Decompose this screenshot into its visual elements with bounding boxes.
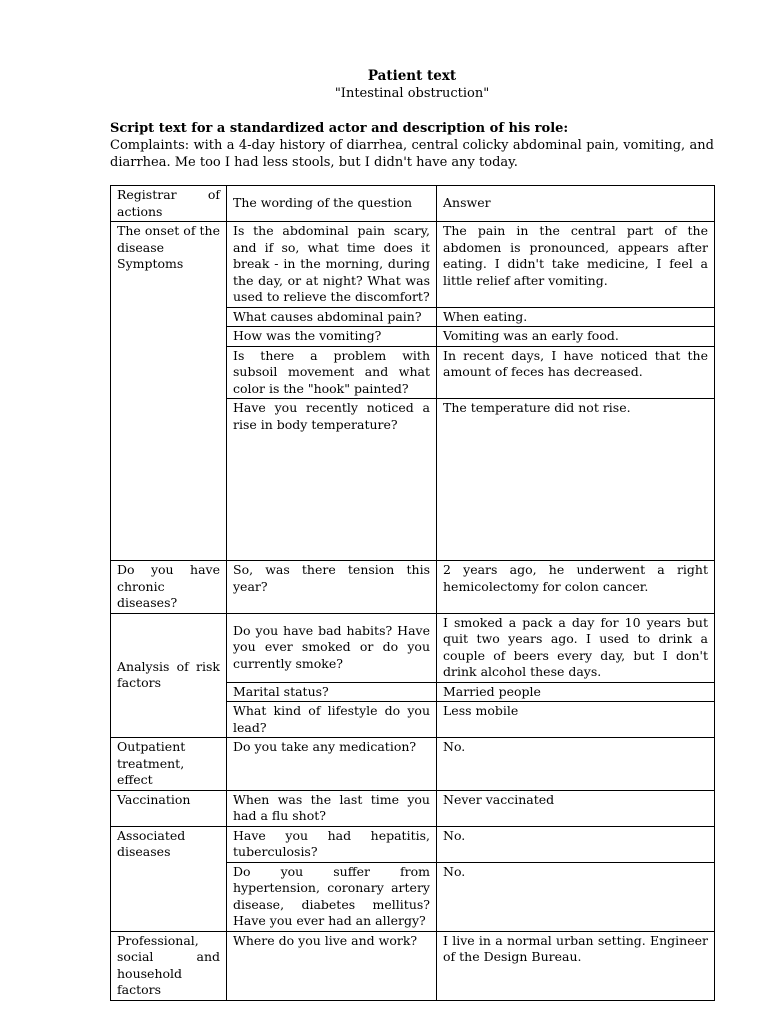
question-cell: Have you had hepatitis, tuberculosis?: [227, 826, 437, 862]
question-cell: So, was there tension this year?: [227, 561, 437, 614]
header-question: The wording of the question: [227, 186, 437, 222]
answer-cell: In recent days, I have noticed that the amount of feces has decreased.: [437, 346, 715, 399]
question-cell: Have you recently noticed a rise in body temperature?: [227, 399, 437, 561]
table-row: [111, 613, 715, 682]
question-cell: Do you suffer from hypertension, coronary artery disease, diabetes mellitus? Have you ever had an allergy?: [227, 862, 437, 931]
answer-cell: Less mobile: [437, 702, 715, 738]
answer-cell: No.: [437, 826, 715, 862]
header-registrar: Registrar of actions: [111, 186, 227, 222]
header-answer: Answer: [437, 186, 715, 222]
question-cell: Is the abdominal pain scary, and if so, what time does it break - in the morning, during the day, or at night? What was used to relieve the discomfort?: [227, 222, 437, 308]
table-row: [111, 790, 715, 826]
question-cell: Where do you live and work?: [227, 931, 437, 1000]
document-header: [110, 68, 714, 171]
section-professional: Professional, social and household factors: [111, 931, 227, 1000]
section-chronic: Do you have chronic diseases?: [111, 561, 227, 614]
patient-script-table: [110, 185, 715, 1001]
question-cell: Is there a problem with subsoil movement and what color is the "hook" painted?: [227, 346, 437, 399]
section-onset: The onset of the disease Symptoms: [111, 222, 227, 561]
answer-cell: I smoked a pack a day for 10 years but quit two years ago. I used to drink a couple of beers every day, but I don't drink alcohol these days.: [437, 613, 715, 682]
question-cell: How was the vomiting?: [227, 327, 437, 347]
section-outpatient: Outpatient treatment, effect: [111, 738, 227, 791]
answer-cell: The pain in the central part of the abdomen is pronounced, appears after eating. I didn't take medicine, I feel a little relief after vomiting.: [437, 222, 715, 308]
table-row: [111, 931, 715, 1000]
table-row: [111, 561, 715, 614]
question-cell: When was the last time you had a flu shot?: [227, 790, 437, 826]
answer-cell: Never vaccinated: [437, 790, 715, 826]
document-title: Patient text: [367, 68, 457, 84]
answer-cell: Vomiting was an early food.: [437, 327, 715, 347]
complaints-text: Complaints: with a 4-day history of diarrhea, central colicky abdominal pain, vomiting, and diarrhea. Me too I had less stools, but I didn't have any today.: [110, 138, 714, 170]
answer-cell: The temperature did not rise.: [437, 399, 715, 561]
question-cell: What kind of lifestyle do you lead?: [227, 702, 437, 738]
section-risk: Analysis of risk factors: [111, 613, 227, 738]
question-cell: Marital status?: [227, 682, 437, 702]
document-subtitle: "Intestinal obstruction": [334, 86, 490, 101]
answer-cell: No.: [437, 862, 715, 931]
question-cell: Do you have bad habits? Have you ever smoked or do you currently smoke?: [227, 613, 437, 682]
table-row: [111, 222, 715, 308]
question-cell: What causes abdominal pain?: [227, 307, 437, 327]
answer-cell: Married people: [437, 682, 715, 702]
table-header-row: [111, 186, 715, 222]
section-associated: Associated diseases: [111, 826, 227, 931]
table-row: [111, 826, 715, 862]
script-heading: Script text for a standardized actor and description of his role:: [110, 121, 569, 136]
question-cell: Do you take any medication?: [227, 738, 437, 791]
answer-cell: 2 years ago, he underwent a right hemicolectomy for colon cancer.: [437, 561, 715, 614]
answer-cell: No.: [437, 738, 715, 791]
section-vaccination: Vaccination: [111, 790, 227, 826]
answer-cell: When eating.: [437, 307, 715, 327]
answer-cell: I live in a normal urban setting. Engineer of the Design Bureau.: [437, 931, 715, 1000]
table-row: [111, 738, 715, 791]
